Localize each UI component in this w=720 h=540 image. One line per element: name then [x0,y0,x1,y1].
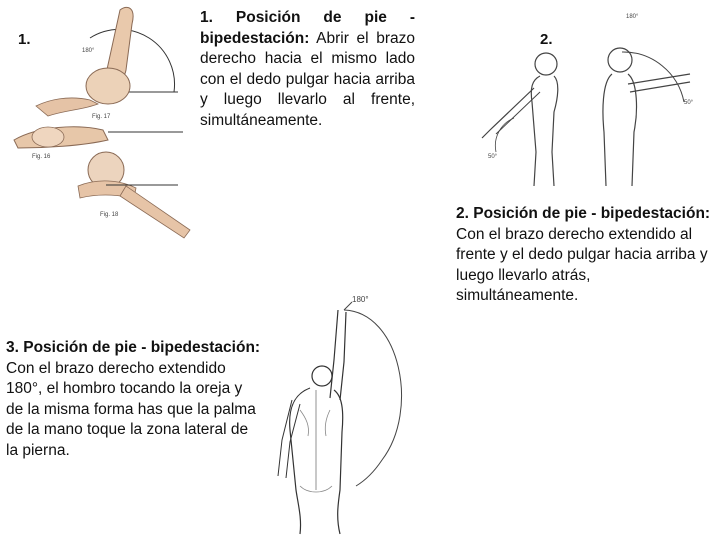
figure-top-arm-raised [36,7,178,120]
section-3-heading: 3. Posición de pie - bipedestación: [6,339,261,356]
section-2-heading: 2. Posición de pie - bipedestación: [456,205,711,222]
section-1-illustration [8,0,198,245]
section-2-text [456,204,714,307]
angle-label-180: 180° [352,295,369,304]
section-3-body: Con el brazo derecho extendido 180°, el hombro tocando la oreja y de la misma forma has que la palma de la mano toque la zona lateral de la pierna. [6,359,256,459]
section-1-body: Abrir el brazo derecho hacia el mismo lado con el dedo pulgar hacia arriba y luego llevarlo al frente, simultáneamente. [200,29,415,129]
fig-caption-17: Fig. 17 [92,114,111,120]
angle-label-top: 180° [626,14,639,20]
section-3-illustration [270,290,450,535]
section-1-number: 1. [18,31,31,48]
figure-front-view-arm-side [603,14,694,186]
figure-bottom-top-view [78,152,190,238]
section-2-illustration [462,2,717,192]
fig-caption-16: Fig. 16 [32,154,51,160]
angle-label-left: 50° [488,154,498,160]
fig-angle-label: 180° [82,48,95,54]
section-3-text [6,338,262,461]
section-2-body: Con el brazo derecho extendido al frente y el dedo pulgar hacia arriba y luego llevarlo atrás, simultáneamente. [456,225,708,304]
section-2-number: 2. [540,31,553,48]
section-1-text [200,8,415,131]
figure-side-view-arm-forward [482,53,558,186]
fig-caption-18: Fig. 18 [100,212,119,218]
angle-label-right: 50° [684,100,694,106]
section-1-heading: 1. Posición de pie - bipedestación: [200,9,415,47]
